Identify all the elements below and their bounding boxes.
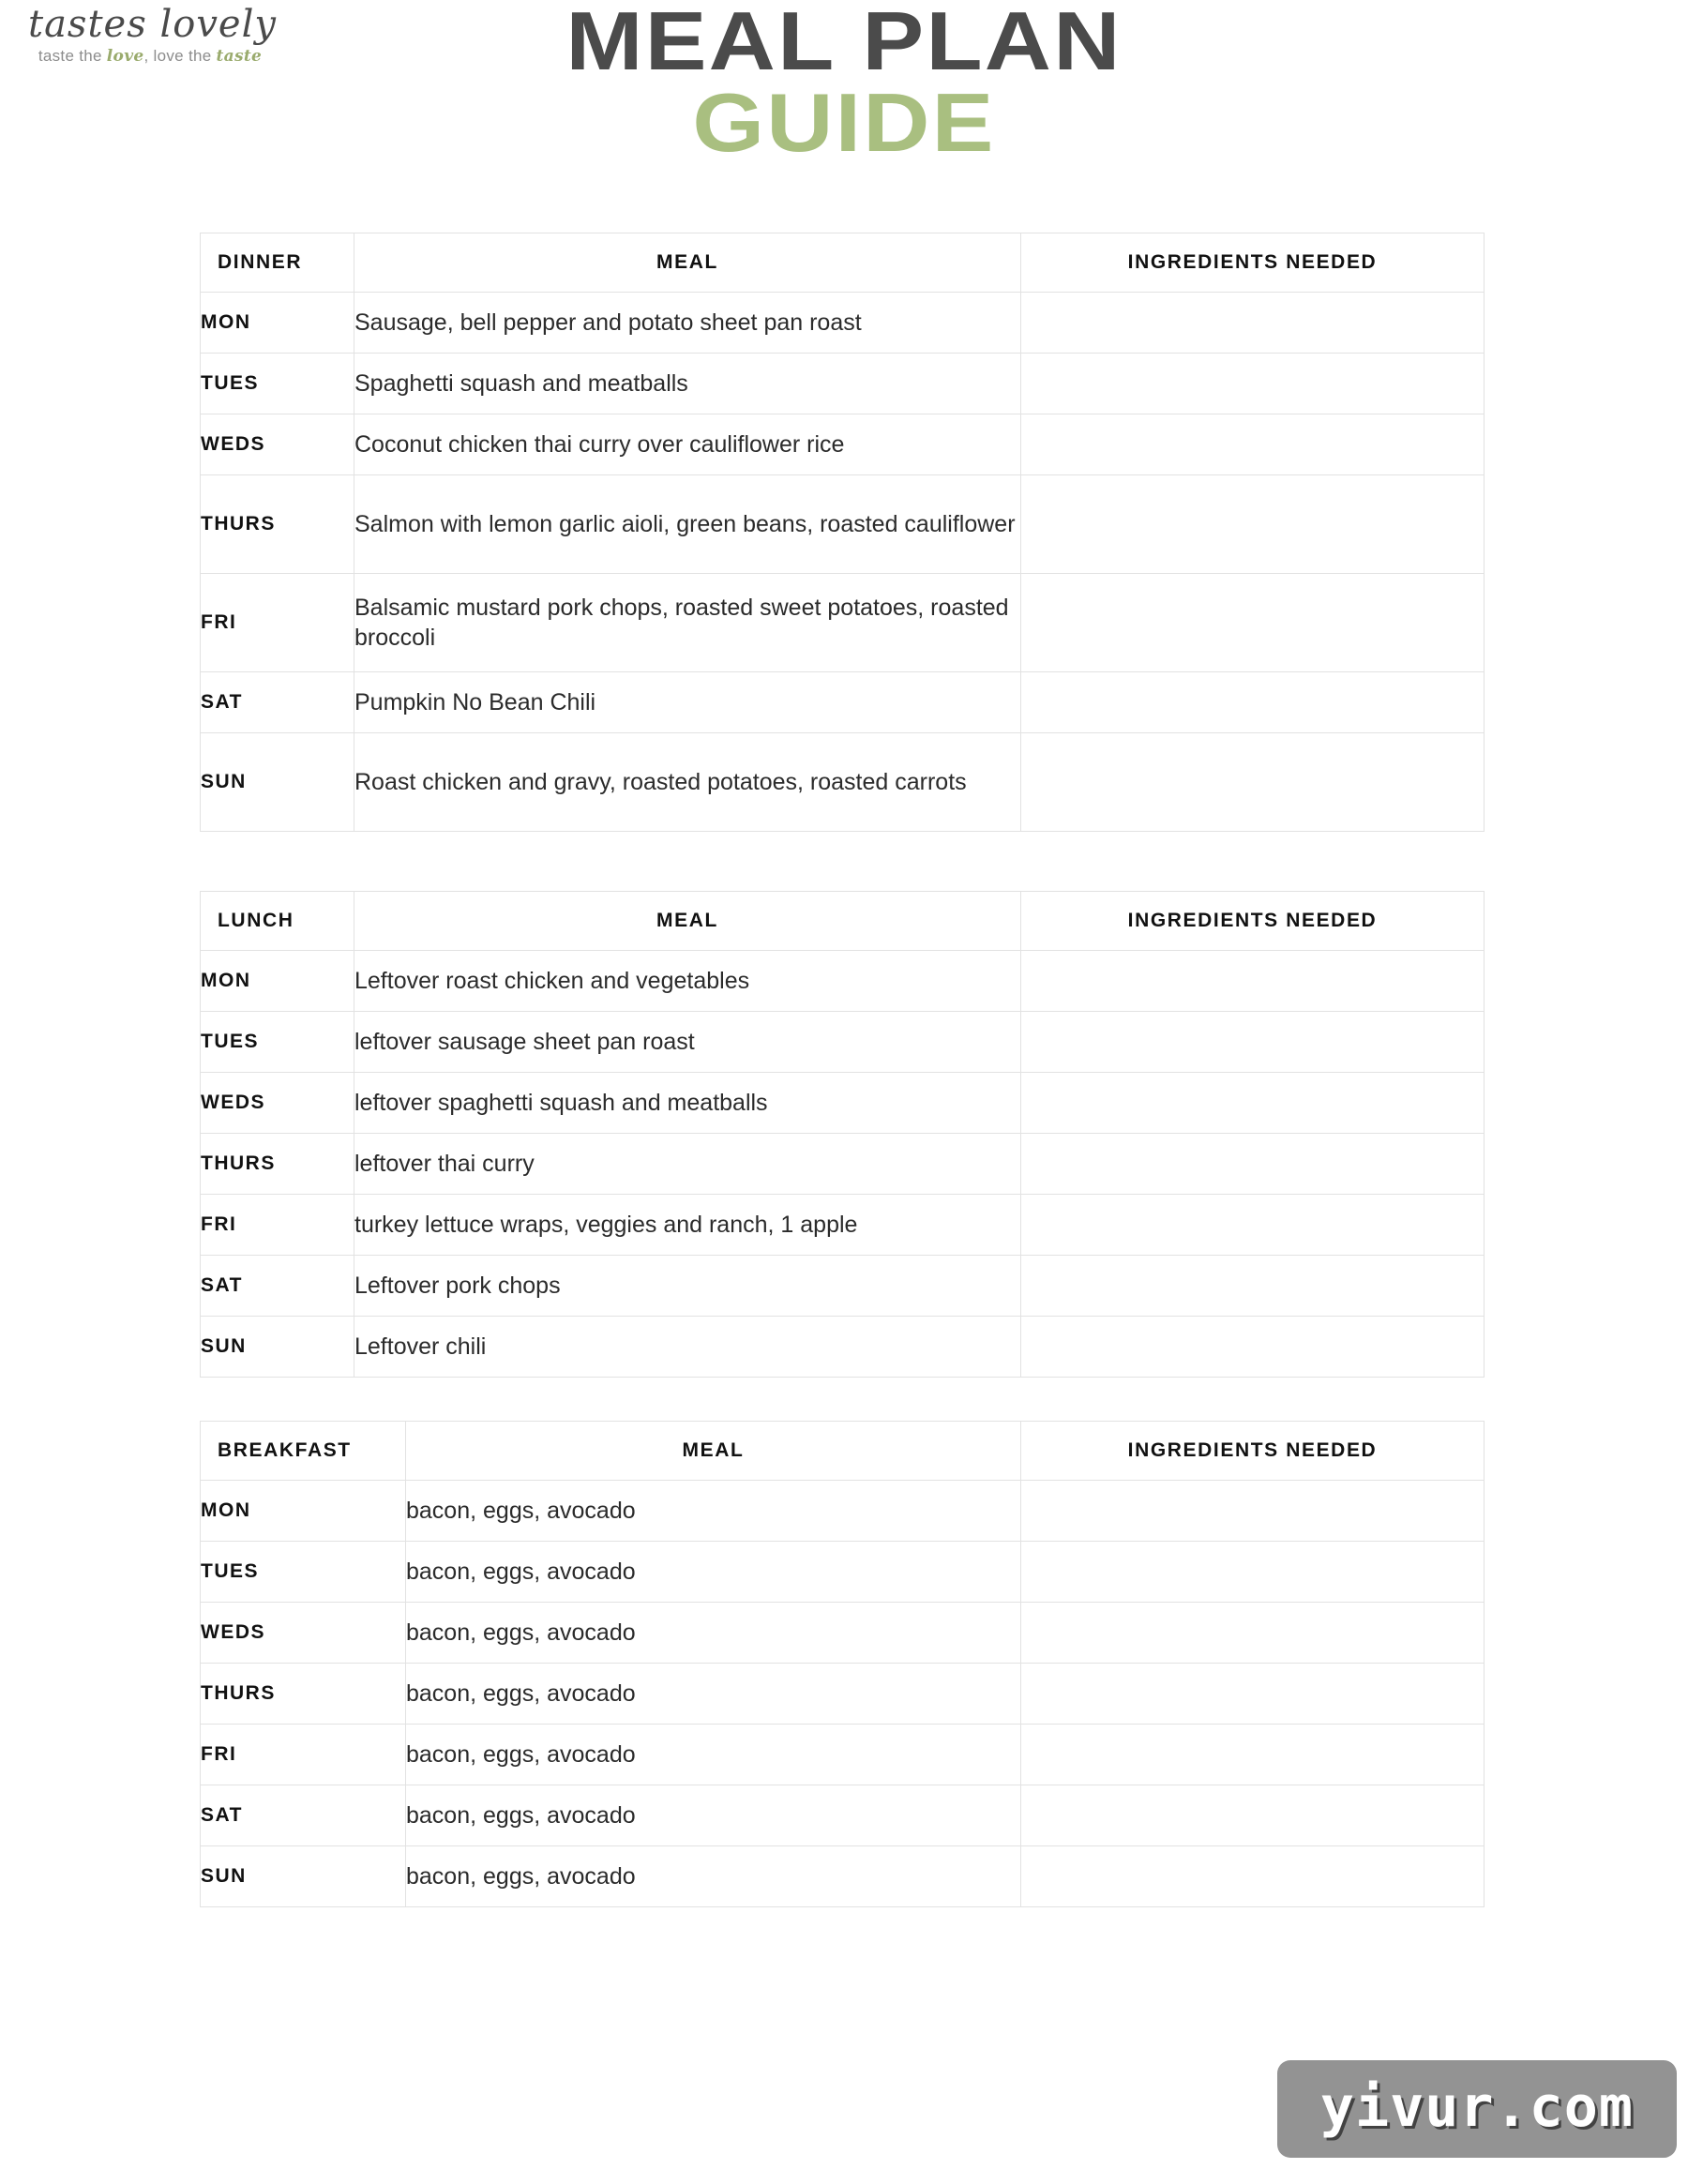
meal-text: bacon, eggs, avocado (406, 1481, 1021, 1542)
tagline-word-taste: taste (216, 47, 263, 66)
table-row (201, 1195, 1485, 1256)
table-row (201, 1134, 1485, 1195)
table-row (201, 475, 1485, 574)
brand-tagline (28, 47, 272, 66)
meal-text: Roast chicken and gravy, roasted potatoes, roasted carrots (354, 733, 1021, 832)
meal-text: Leftover chili (354, 1317, 1021, 1378)
ingredients-cell[interactable] (1021, 672, 1485, 733)
day-label-sat: SAT (201, 672, 354, 733)
day-label-sat: SAT (201, 1256, 354, 1317)
day-label-weds: WEDS (201, 414, 354, 475)
day-label-sun: SUN (201, 1317, 354, 1378)
day-label-sun: SUN (201, 733, 354, 832)
ingredients-cell[interactable] (1021, 1256, 1485, 1317)
ingredients-cell[interactable] (1021, 1603, 1485, 1664)
meal-text: Salmon with lemon garlic aioli, green beans, roasted cauliflower (354, 475, 1021, 574)
meal-text: turkey lettuce wraps, veggies and ranch, 1 apple (354, 1195, 1021, 1256)
table-row (201, 1846, 1485, 1907)
column-header-ingredients: INGREDIENTS NEEDED (1021, 1422, 1485, 1481)
table-row (201, 1317, 1485, 1378)
meal-text: bacon, eggs, avocado (406, 1664, 1021, 1725)
meal-text: bacon, eggs, avocado (406, 1725, 1021, 1785)
ingredients-cell[interactable] (1021, 1317, 1485, 1378)
meal-table-lunch (200, 891, 1464, 1378)
table-row (201, 1603, 1485, 1664)
day-label-weds: WEDS (201, 1603, 406, 1664)
meal-text: bacon, eggs, avocado (406, 1846, 1021, 1907)
ingredients-cell[interactable] (1021, 1481, 1485, 1542)
table-row (201, 1012, 1485, 1073)
day-label-fri: FRI (201, 1725, 406, 1785)
day-label-fri: FRI (201, 1195, 354, 1256)
day-label-thurs: THURS (201, 1664, 406, 1725)
table-row (201, 1073, 1485, 1134)
tagline-part-2: , love the (143, 47, 217, 65)
column-header-breakfast: BREAKFAST (201, 1422, 406, 1481)
watermark-badge (1277, 2060, 1677, 2158)
ingredients-cell[interactable] (1021, 1846, 1485, 1907)
ingredients-cell[interactable] (1021, 1542, 1485, 1603)
ingredients-cell[interactable] (1021, 354, 1485, 414)
table-row (201, 1725, 1485, 1785)
ingredients-cell[interactable] (1021, 475, 1485, 574)
table-row (201, 293, 1485, 354)
day-label-thurs: THURS (201, 475, 354, 574)
meal-text: Pumpkin No Bean Chili (354, 672, 1021, 733)
table-header-row (201, 233, 1485, 293)
column-header-meal: MEAL (354, 892, 1021, 951)
table-row (201, 414, 1485, 475)
lunch-plan-table (200, 891, 1485, 1378)
table-header-row (201, 892, 1485, 951)
ingredients-cell[interactable] (1021, 1725, 1485, 1785)
meal-table-breakfast (200, 1421, 1464, 1907)
column-header-meal: MEAL (406, 1422, 1021, 1481)
meal-text: Sausage, bell pepper and potato sheet pan roast (354, 293, 1021, 354)
column-header-ingredients: INGREDIENTS NEEDED (1021, 233, 1485, 293)
column-header-ingredients: INGREDIENTS NEEDED (1021, 892, 1485, 951)
day-label-mon: MON (201, 293, 354, 354)
meal-table-dinner (200, 233, 1464, 832)
title-meal-plan: MEAL PLAN (565, 0, 1123, 87)
tagline-part-1: taste the (38, 47, 107, 65)
brand-logo (28, 3, 277, 66)
day-label-fri: FRI (201, 574, 354, 672)
day-label-tues: TUES (201, 1542, 406, 1603)
day-label-sun: SUN (201, 1846, 406, 1907)
breakfast-plan-table (200, 1421, 1485, 1907)
tagline-word-love: love (106, 47, 144, 66)
table-row (201, 1664, 1485, 1725)
table-row (201, 1256, 1485, 1317)
column-header-lunch: LUNCH (201, 892, 354, 951)
brand-name: tastes lovely (28, 3, 277, 46)
table-row (201, 733, 1485, 832)
meal-text: Leftover roast chicken and vegetables (354, 951, 1021, 1012)
meal-text: Leftover pork chops (354, 1256, 1021, 1317)
day-label-tues: TUES (201, 354, 354, 414)
day-label-sat: SAT (201, 1785, 406, 1846)
table-row (201, 951, 1485, 1012)
day-label-tues: TUES (201, 1012, 354, 1073)
ingredients-cell[interactable] (1021, 414, 1485, 475)
ingredients-cell[interactable] (1021, 951, 1485, 1012)
ingredients-cell[interactable] (1021, 1134, 1485, 1195)
dinner-plan-table (200, 233, 1485, 832)
ingredients-cell[interactable] (1021, 1195, 1485, 1256)
ingredients-cell[interactable] (1021, 733, 1485, 832)
meal-text: leftover sausage sheet pan roast (354, 1012, 1021, 1073)
column-header-meal: MEAL (354, 233, 1021, 293)
ingredients-cell[interactable] (1021, 293, 1485, 354)
column-header-dinner: DINNER (201, 233, 354, 293)
meal-text: Balsamic mustard pork chops, roasted sweet potatoes, roasted broccoli (354, 574, 1021, 672)
ingredients-cell[interactable] (1021, 574, 1485, 672)
ingredients-cell[interactable] (1021, 1785, 1485, 1846)
table-row (201, 574, 1485, 672)
table-row (201, 672, 1485, 733)
meal-text: Coconut chicken thai curry over cauliflower rice (354, 414, 1021, 475)
meal-text: bacon, eggs, avocado (406, 1542, 1021, 1603)
meal-text: bacon, eggs, avocado (406, 1785, 1021, 1846)
meal-text: bacon, eggs, avocado (406, 1603, 1021, 1664)
day-label-weds: WEDS (201, 1073, 354, 1134)
title-guide: GUIDE (692, 75, 996, 169)
table-row (201, 1542, 1485, 1603)
table-row (201, 1785, 1485, 1846)
meal-text: Spaghetti squash and meatballs (354, 354, 1021, 414)
ingredients-cell[interactable] (1021, 1664, 1485, 1725)
day-label-thurs: THURS (201, 1134, 354, 1195)
day-label-mon: MON (201, 951, 354, 1012)
watermark-text: yivur.com (1319, 2074, 1634, 2140)
meal-text: leftover thai curry (354, 1134, 1021, 1195)
ingredients-cell[interactable] (1021, 1012, 1485, 1073)
ingredients-cell[interactable] (1021, 1073, 1485, 1134)
table-row (201, 1481, 1485, 1542)
day-label-mon: MON (201, 1481, 406, 1542)
table-header-row (201, 1422, 1485, 1481)
table-row (201, 354, 1485, 414)
meal-text: leftover spaghetti squash and meatballs (354, 1073, 1021, 1134)
